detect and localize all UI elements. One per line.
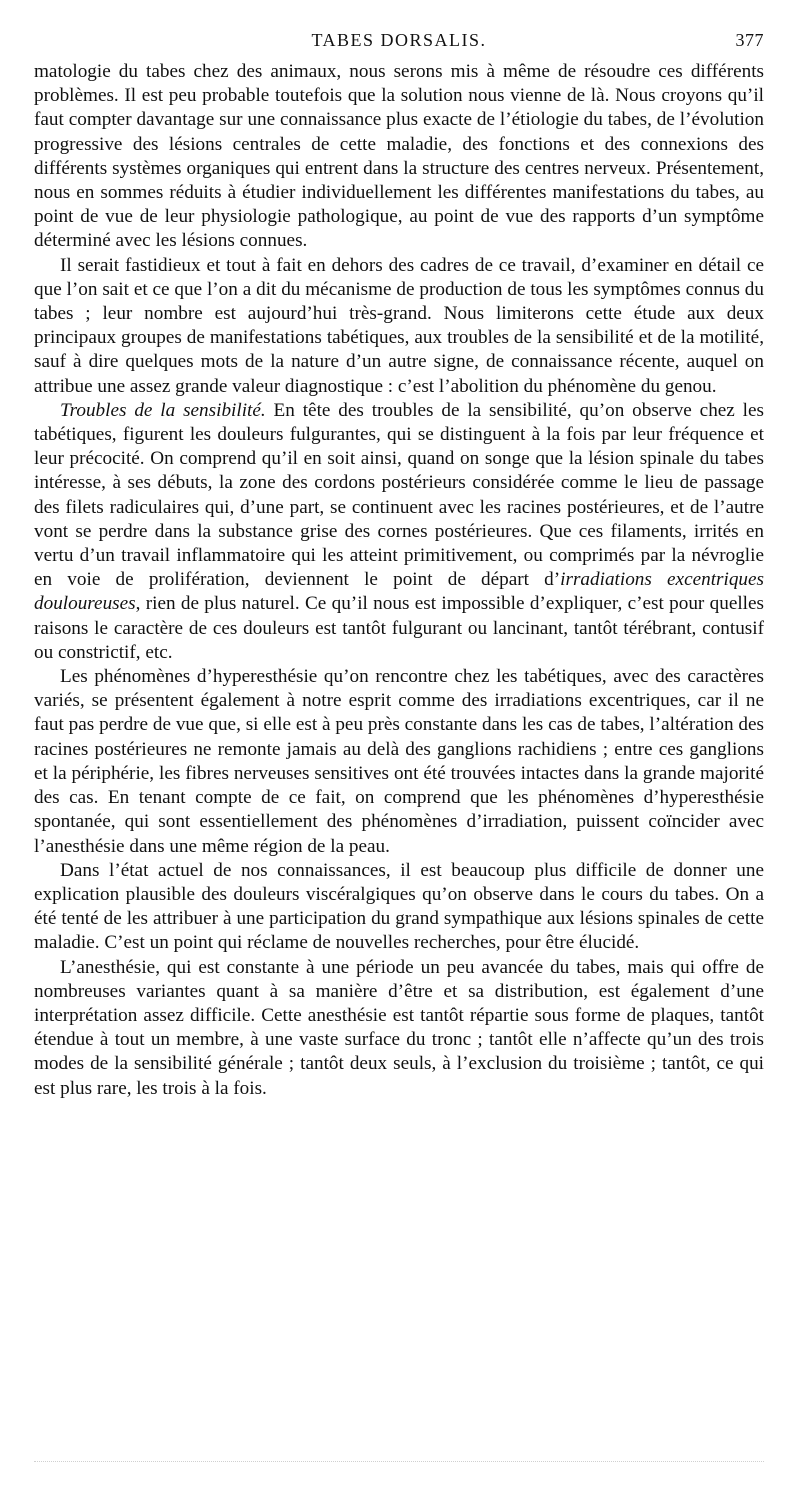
body-text xyxy=(34,60,764,1101)
paragraph-text: , rien de plus naturel. Ce qu’il nous est impossible d’expliquer, c’est pour quelles raisons le caractère de ces douleurs est tantôt fulgurant ou lancinant, tantôt térébrant, contusif ou constrictif, etc. xyxy=(34,593,764,663)
paragraph: Il serait fastidieux et tout à fait en dehors des cadres de ce travail, d’examiner en détail ce que l’on sait et ce que l’on a dit du mécanisme de production de tous les symptômes connus du tabes ; leur nombre est aujourd’hui très-grand. Nous limiterons cette étude aux deux principaux groupes de manifestations tabétiques, aux troubles de la sensibilité et de la motilité, sauf à dire quelques mots de la nature d’un autre signe, de connaissance récente, auquel on attribue une assez grande valeur diagnostique : c’est l’abolition du phénomène du genou. xyxy=(34,254,764,397)
paragraph: Dans l’état actuel de nos connaissances, il est beaucoup plus difficile de donner une explication plausible des douleurs viscéralgiques qu’on observe dans le cours du tabes. On a été tenté de les attribuer à une participation du grand sympathique aux lésions spinales de cette maladie. C’est un point qui réclame de nouvelles recherches, pour être élucidé. xyxy=(34,859,764,954)
section-heading-italic: Troubles de la sensibilité. xyxy=(60,399,266,421)
running-header xyxy=(34,30,764,56)
paragraph-text: En tête des troubles de la sensibilité, qu’on observe chez les tabétiques, figurent les douleurs fulgurantes, qui se distinguent à la fois par leur fréquence et leur précocité. On comprend qu’il en soit ainsi, quand on songe que la lésion spinale du tabes intéresse, à ses débuts, la zone des cordons postérieurs considérée comme le lieu de passage des filets radiculaires qui, d’une part, se continuent avec les racines postérieures, et de l’autre vont se perdre dans la substance grise des cornes postérieures. Que ces filaments, irrités en vertu d’un travail inflammatoire qui les atteint primitivement, ou comprimés par la névroglie en voie de prolifération, deviennent le point de départ d’ xyxy=(34,399,764,591)
italic-phrase: irradiations excentriques douloureuses xyxy=(34,569,764,615)
footer-rule xyxy=(34,1461,764,1462)
paragraph: Les phénomènes d’hyperesthésie qu’on rencontre chez les tabétiques, avec des caractères variés, se présentent également à notre esprit comme des irradiations excentriques, car il ne faut pas perdre de vue que, si elle est à peu près constante dans les cas de tabes, l’altération des racines postérieures ne remonte jamais au delà des ganglions rachidiens ; entre ces ganglions et la périphérie, les fibres nerveuses sensitives ont été trouvées intactes dans la grande majorité des cas. En tenant compte de ce fait, on comprend que les phénomènes d’hyperesthésie spontanée, qui sont essentiellement des phénomènes d’irradiation, puissent coïncider avec l’anesthésie dans une même région de la peau. xyxy=(34,666,764,857)
paragraph-continued: matologie du tabes chez des animaux, nous serons mis à même de résoudre ces différents problèmes. Il est peu probable toutefois que la solution nous vienne de là. Nous croyons qu’il faut compter davantage sur une connaissance plus exacte de l’étiologie du tabes, de l’évolution progressive des lésions centrales de cette maladie, des fonctions et des connexions des différents systèmes organiques qui entrent dans la structure des centres nerveux. Présentement, nous en sommes réduits à étudier individuellement les différentes manifestations du tabes, au point de vue de leur physiologie pathologique, au point de vue des rapports d’un symptôme déterminé avec les lésions connues. xyxy=(34,61,764,252)
running-title: TABES DORSALIS. xyxy=(311,30,487,50)
paragraph-sensibility xyxy=(34,399,764,665)
page-number: 377 xyxy=(735,30,764,50)
paragraph: L’anesthésie, qui est constante à une période un peu avancée du tabes, mais qui offre de nombreuses variantes quant à sa manière d’être et sa distribution, est également d’une interprétation assez difficile. Cette anesthésie est tantôt répartie sous forme de plaques, tantôt étendue à tout un membre, à une vaste surface du tronc ; tantôt elle n’affecte qu’un des trois modes de la sensibilité générale ; tantôt deux seuls, à l’exclusion du troisième ; tantôt, ce qui est plus rare, les trois à la fois. xyxy=(34,956,764,1099)
